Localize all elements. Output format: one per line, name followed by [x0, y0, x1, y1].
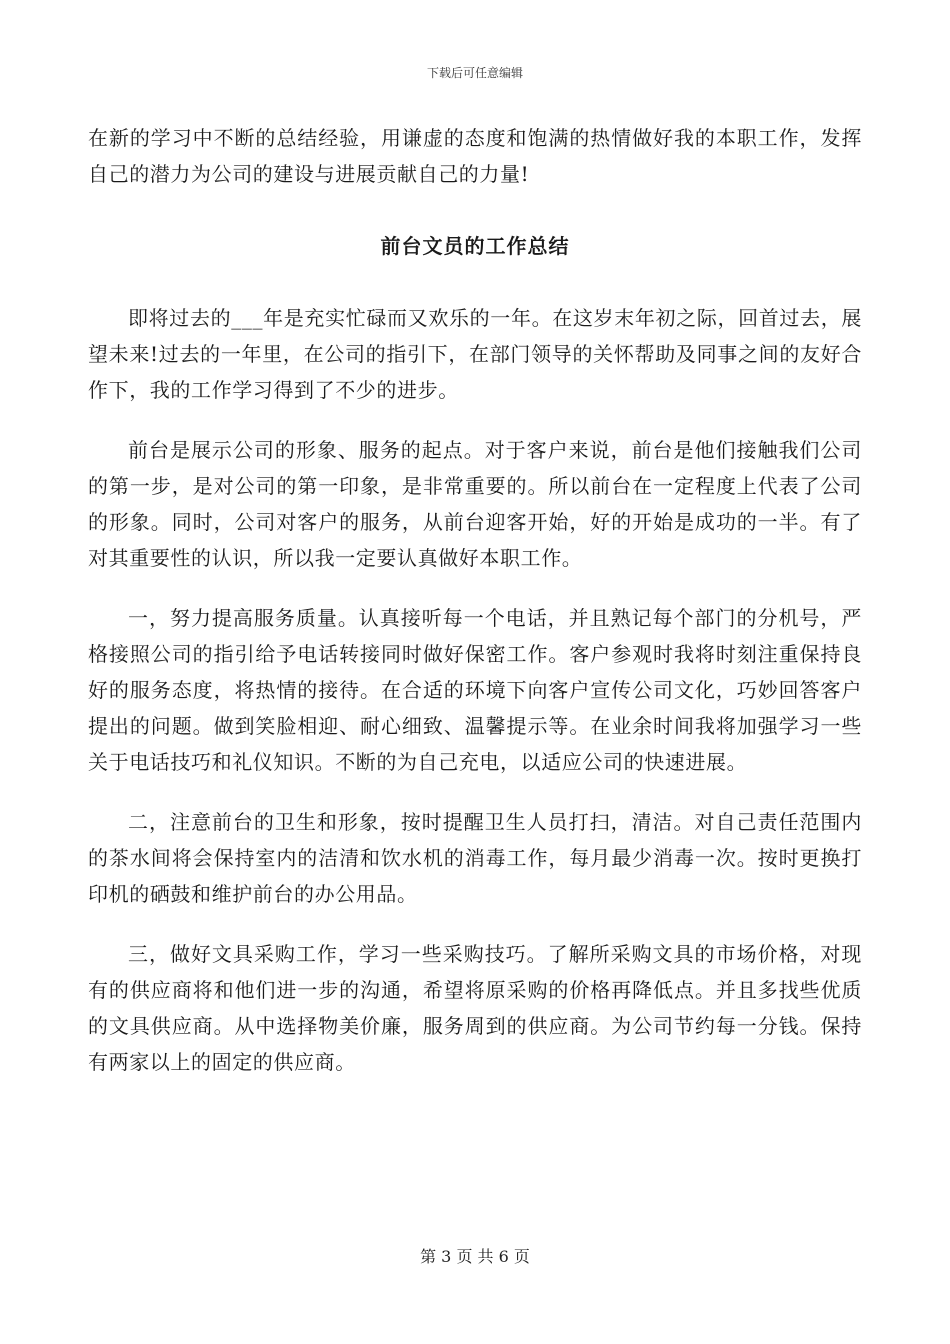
paragraph-procurement: 三，做好文具采购工作，学习一些采购技巧。了解所采购文具的市场价格，对现有的供应商将和他们进一步的沟通，希望将原采购的价格再降低点。并且多找些优质的文具供应商。从中选择物美价廉，服务周到的供应商。为公司节约每一分钱。保持有两家以上的固定的供应商。 [88, 942, 862, 1074]
paragraph-front-desk-role: 前台是展示公司的形象、服务的起点。对于客户来说，前台是他们接触我们公司的第一步，是对公司的第一印象，是非常重要的。所以前台在一定程度上代表了公司的形象。同时，公司对客户的服务，从前台迎客开始，好的开始是成功的一半。有了对其重要性的认识，所以我一定要认真做好本职工作。 [88, 438, 862, 570]
document-title: 前台文员的工作总结 [380, 234, 570, 258]
paragraph-gap [88, 780, 862, 804]
header-note: 下载后可任意编辑 [426, 66, 523, 80]
paragraph-gap [88, 912, 862, 936]
paragraph-gap [88, 576, 862, 600]
paragraph-gap [88, 408, 862, 432]
intro-paragraph: 在新的学习中不断的总结经验，用谦虚的态度和饱满的热情做好我的本职工作，发挥自己的潜力为公司的建设与进展贡献自己的力量! [88, 126, 862, 186]
paragraph-service-quality: 一，努力提高服务质量。认真接听每一个电话，并且熟记每个部门的分机号，严格接照公司的指引给予电话转接同时做好保密工作。客户参观时我将时刻注重保持良好的服务态度，将热情的接待。在合适的环境下向客户宣传公司文化，巧妙回答客户提出的问题。做到笑脸相迎、耐心细致、温馨提示等。在业余时间我将加强学习一些关于电话技巧和礼仪知识。不断的为自己充电，以适应公司的快速进展。 [88, 606, 862, 774]
document-body [88, 120, 862, 1080]
paragraph-opening: 即将过去的___年是充实忙碌而又欢乐的一年。在这岁末年初之际，回首过去，展望未来!过去的一年里，在公司的指引下，在部门领导的关怀帮助及同事之间的友好合作下，我的工作学习得到了不少的进步。 [88, 306, 862, 402]
page-number: 第 3 页 共 6 页 [420, 1247, 530, 1266]
paragraph-hygiene: 二，注意前台的卫生和形象，按时提醒卫生人员打扫，清洁。对自己责任范围内的茶水间将会保持室内的洁清和饮水机的消毒工作，每月最少消毒一次。按时更换打印机的硒鼓和维护前台的办公用品。 [88, 810, 862, 906]
